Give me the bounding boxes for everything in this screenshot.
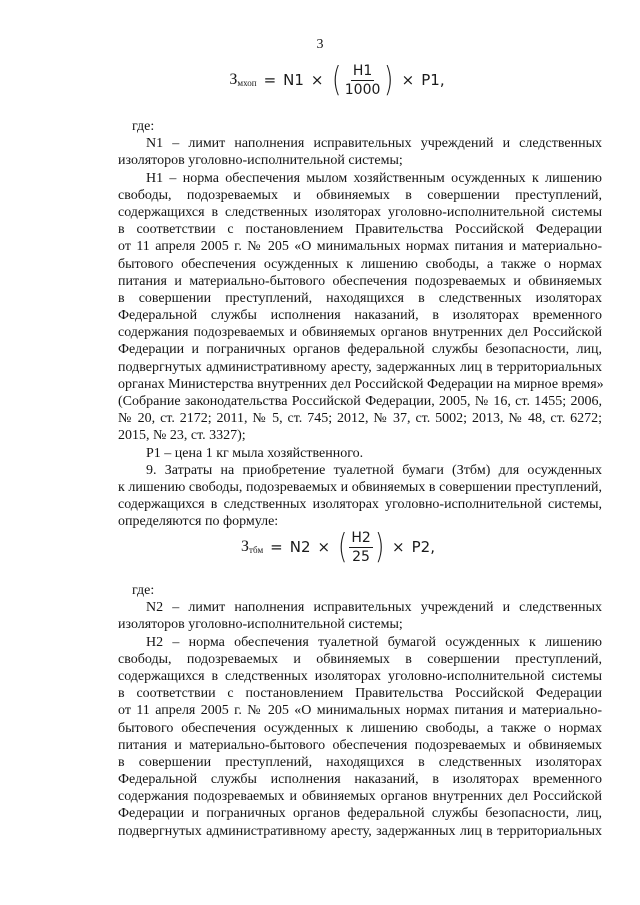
times-sign: × <box>310 71 324 89</box>
fraction-numerator: H1 <box>352 62 373 79</box>
text-line: определяются по формуле: <box>118 514 279 530</box>
times-sign: × <box>317 538 331 556</box>
equals-sign: = <box>270 538 283 556</box>
text-line: подвергнутых административному аресту, задержанных лиц в территориальных <box>118 359 602 375</box>
formula-factor: N2 <box>289 538 311 556</box>
text-line: бытового обеспечения осужденных к лишению свободы, а также о нормах <box>118 720 602 736</box>
text-line: 9. Затраты на приобретение туалетной бумаги (Зтбм) для осужденных <box>146 462 602 478</box>
text-line: № 20, ст. 2172; 2011, № 5, ст. 745; 2012, № 37, ст. 5002; 2013, № 48, ст. 6272; <box>118 411 602 427</box>
equals-sign: = <box>263 71 277 89</box>
text-line: где: <box>132 583 155 598</box>
fraction-denominator: 25 <box>352 548 370 565</box>
text-line: в соответствии с постановлением Правительства Российской Федерации <box>118 686 602 702</box>
formula-lhs: $З_{мхоп}$ <box>229 71 257 88</box>
text-line: N1 – лимит наполнения исправительных учреждений и следственных <box>146 136 602 152</box>
text-line: от 11 апреля 2005 г. № 205 «О минимальных нормах питания и материально- <box>118 703 602 719</box>
formula-lhs: $З_{тбм}$ <box>241 538 264 555</box>
fraction-numerator: H2 <box>351 529 371 546</box>
text-line: свободы, подозреваемых и обвиняемых в совершении преступлений, <box>118 651 602 667</box>
formula-price: P2, <box>411 538 435 556</box>
text-line: содержания подозреваемых и обвиняемых органов внутренних дел Российской <box>118 789 602 805</box>
left-paren: ( <box>331 60 341 100</box>
text-line: свободы, подозреваемых и обвиняемых в совершении преступлений, <box>118 187 602 203</box>
text-block-soap <box>118 118 602 531</box>
formula-factor: N1 <box>283 71 304 89</box>
fraction-denominator: 1000 <box>344 81 381 98</box>
text-block-toilet-paper <box>118 582 602 840</box>
text-line: изоляторов уголовно-исполнительной системы; <box>118 617 403 633</box>
text-line: 2015, № 23, ст. 3327); <box>118 428 246 444</box>
text-line: в соответствии с постановлением Правительства Российской Федерации <box>118 222 602 238</box>
soap-cost-formula <box>0 55 640 105</box>
right-paren: ) <box>374 527 385 567</box>
text-line: N2 – лимит наполнения исправительных учреждений и следственных <box>146 600 602 616</box>
toilet-paper-cost-formula <box>0 522 640 572</box>
text-line: Федеральной службы исполнения наказаний, в изоляторах временного <box>118 308 602 324</box>
text-line: питания и материально-бытового обеспечения подозреваемых и обвиняемых <box>118 737 602 753</box>
text-line: бытового обеспечения осужденных к лишению свободы, а также о нормах <box>118 256 602 272</box>
text-line: Федеральной службы исполнения наказаний, в изоляторах временного <box>118 772 602 788</box>
text-line: питания и материально-бытового обеспечения подозреваемых и обвиняемых <box>118 273 602 289</box>
formula-fraction <box>349 529 372 566</box>
text-line: содержащихся в следственных изоляторах уголовно-исполнительной системы <box>118 668 602 684</box>
text-line: в совершении преступлений, находящихся в следственных изоляторах <box>118 754 602 770</box>
text-line: органах Министерства внутренних дел Российской Федерации на мирное время» <box>118 376 604 392</box>
text-line: к лишению свободы, подозреваемых и обвиняемых в совершении преступлений, <box>118 479 602 495</box>
text-line: Федерации и пограничных органов федеральной службы безопасности, лиц, <box>118 806 602 822</box>
text-line: подвергнутых административному аресту, задержанных лиц в территориальных <box>118 823 602 839</box>
text-line: изоляторов уголовно-исполнительной системы; <box>118 153 403 169</box>
text-line: от 11 апреля 2005 г. № 205 «О минимальных нормах питания и материально- <box>118 239 602 255</box>
text-line: Федерации и пограничных органов федеральной службы безопасности, лиц, <box>118 342 602 358</box>
text-line: содержащихся в следственных изоляторах уголовно-исполнительной системы <box>118 204 602 220</box>
text-line: Н1 – норма обеспечения мылом хозяйственным осужденных к лишению <box>146 170 602 186</box>
text-line: (Собрание законодательства Российской Федерации, 2005, № 16, ст. 1455; 2006, <box>118 394 602 409</box>
times-sign: × <box>392 538 405 556</box>
formula-price: P1, <box>421 71 445 89</box>
text-line: содержащихся в следственных изоляторах уголовно-исполнительной системы, <box>118 497 602 513</box>
left-paren: ( <box>338 527 348 567</box>
text-line: в совершении преступлений, находящихся в следственных изоляторах <box>118 290 602 306</box>
text-line: Р1 – цена 1 кг мыла хозяйственного. <box>146 445 364 461</box>
page-number: 3 <box>316 37 324 52</box>
formula-fraction <box>343 62 383 99</box>
right-paren: ) <box>384 60 394 100</box>
text-line: Н2 – норма обеспечения туалетной бумагой осужденных к лишению <box>146 634 602 650</box>
text-line: где: <box>132 119 155 134</box>
text-line: содержания подозреваемых и обвиняемых органов внутренних дел Российской <box>118 325 602 341</box>
times-sign: × <box>401 71 415 89</box>
